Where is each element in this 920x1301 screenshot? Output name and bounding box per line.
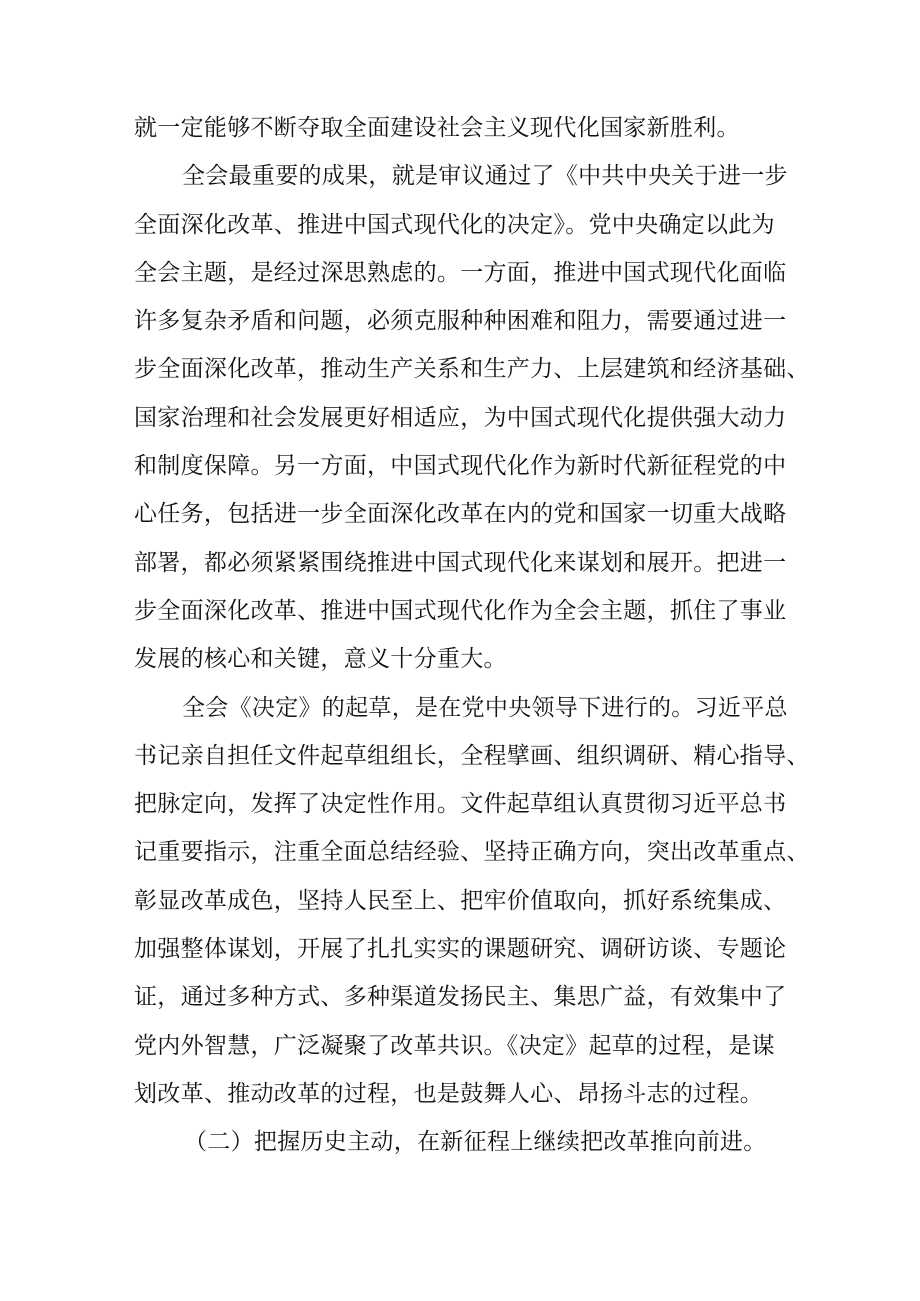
text-line: 发展的核心和关键，意义十分重大。 — [134, 646, 507, 673]
text-line: 步全面深化改革，推动生产关系和生产力、上层建筑和经济基础、 — [134, 356, 810, 383]
text-line: 全面深化改革、推进中国式现代化的决定》。党中央确定以此为 — [134, 211, 775, 238]
paragraph-start-line: 全会《决定》的起草，是在党中央领导下进行的。习近平总 — [182, 694, 788, 721]
text-line: 彰显改革成色，坚持人民至上、把牢价值取向，抓好系统集成、 — [134, 887, 787, 914]
text-line: 心任务，包括进一步全面深化改革在内的党和国家一切重大战略 — [134, 501, 787, 528]
text-line: 就一定能够不断夺取全面建设社会主义现代化国家新胜利。 — [134, 115, 740, 141]
text-line: 加强整体谋划，开展了扎扎实实的课题研究、调研访谈、专题论 — [134, 936, 787, 963]
section-heading: （二）把握历史主动，在新征程上继续把改革推向前进。 — [184, 1129, 767, 1156]
text-line: 许多复杂矛盾和问题，必须克服种种困难和阻力，需要通过进一 — [134, 308, 787, 335]
text-line: 把脉定向，发挥了决定性作用。文件起草组认真贯彻习近平总书 — [134, 791, 787, 818]
document-body — [134, 104, 810, 1167]
text-line: 全会主题，是经过深思熟虑的。一方面，推进中国式现代化面临 — [134, 259, 787, 286]
text-line: 步全面深化改革、推进中国式现代化作为全会主题，抓住了事业 — [134, 597, 787, 624]
text-line: 书记亲自担任文件起草组组长，全程擘画、组织调研、精心指导、 — [134, 742, 810, 769]
text-line: 和制度保障。另一方面，中国式现代化作为新时代新征程党的中 — [134, 453, 787, 480]
text-line: 部署，都必须紧紧围绕推进中国式现代化来谋划和展开。把进一 — [134, 549, 787, 576]
text-line: 划改革、推动改革的过程，也是鼓舞人心、昂扬斗志的过程。 — [134, 1080, 764, 1107]
text-line: 党内外智慧，广泛凝聚了改革共识。《决定》起草的过程，是谋 — [134, 1032, 775, 1059]
paragraph-start-line: 全会最重要的成果，就是审议通过了《中共中央关于进一步 — [182, 163, 788, 190]
text-line: 记重要指示，注重全面总结经验、坚持正确方向，突出改革重点、 — [134, 839, 810, 866]
text-line: 国家治理和社会发展更好相适应，为中国式现代化提供强大动力 — [134, 404, 787, 431]
text-line: 证，通过多种方式、多种渠道发扬民主、集思广益，有效集中了 — [134, 984, 787, 1011]
